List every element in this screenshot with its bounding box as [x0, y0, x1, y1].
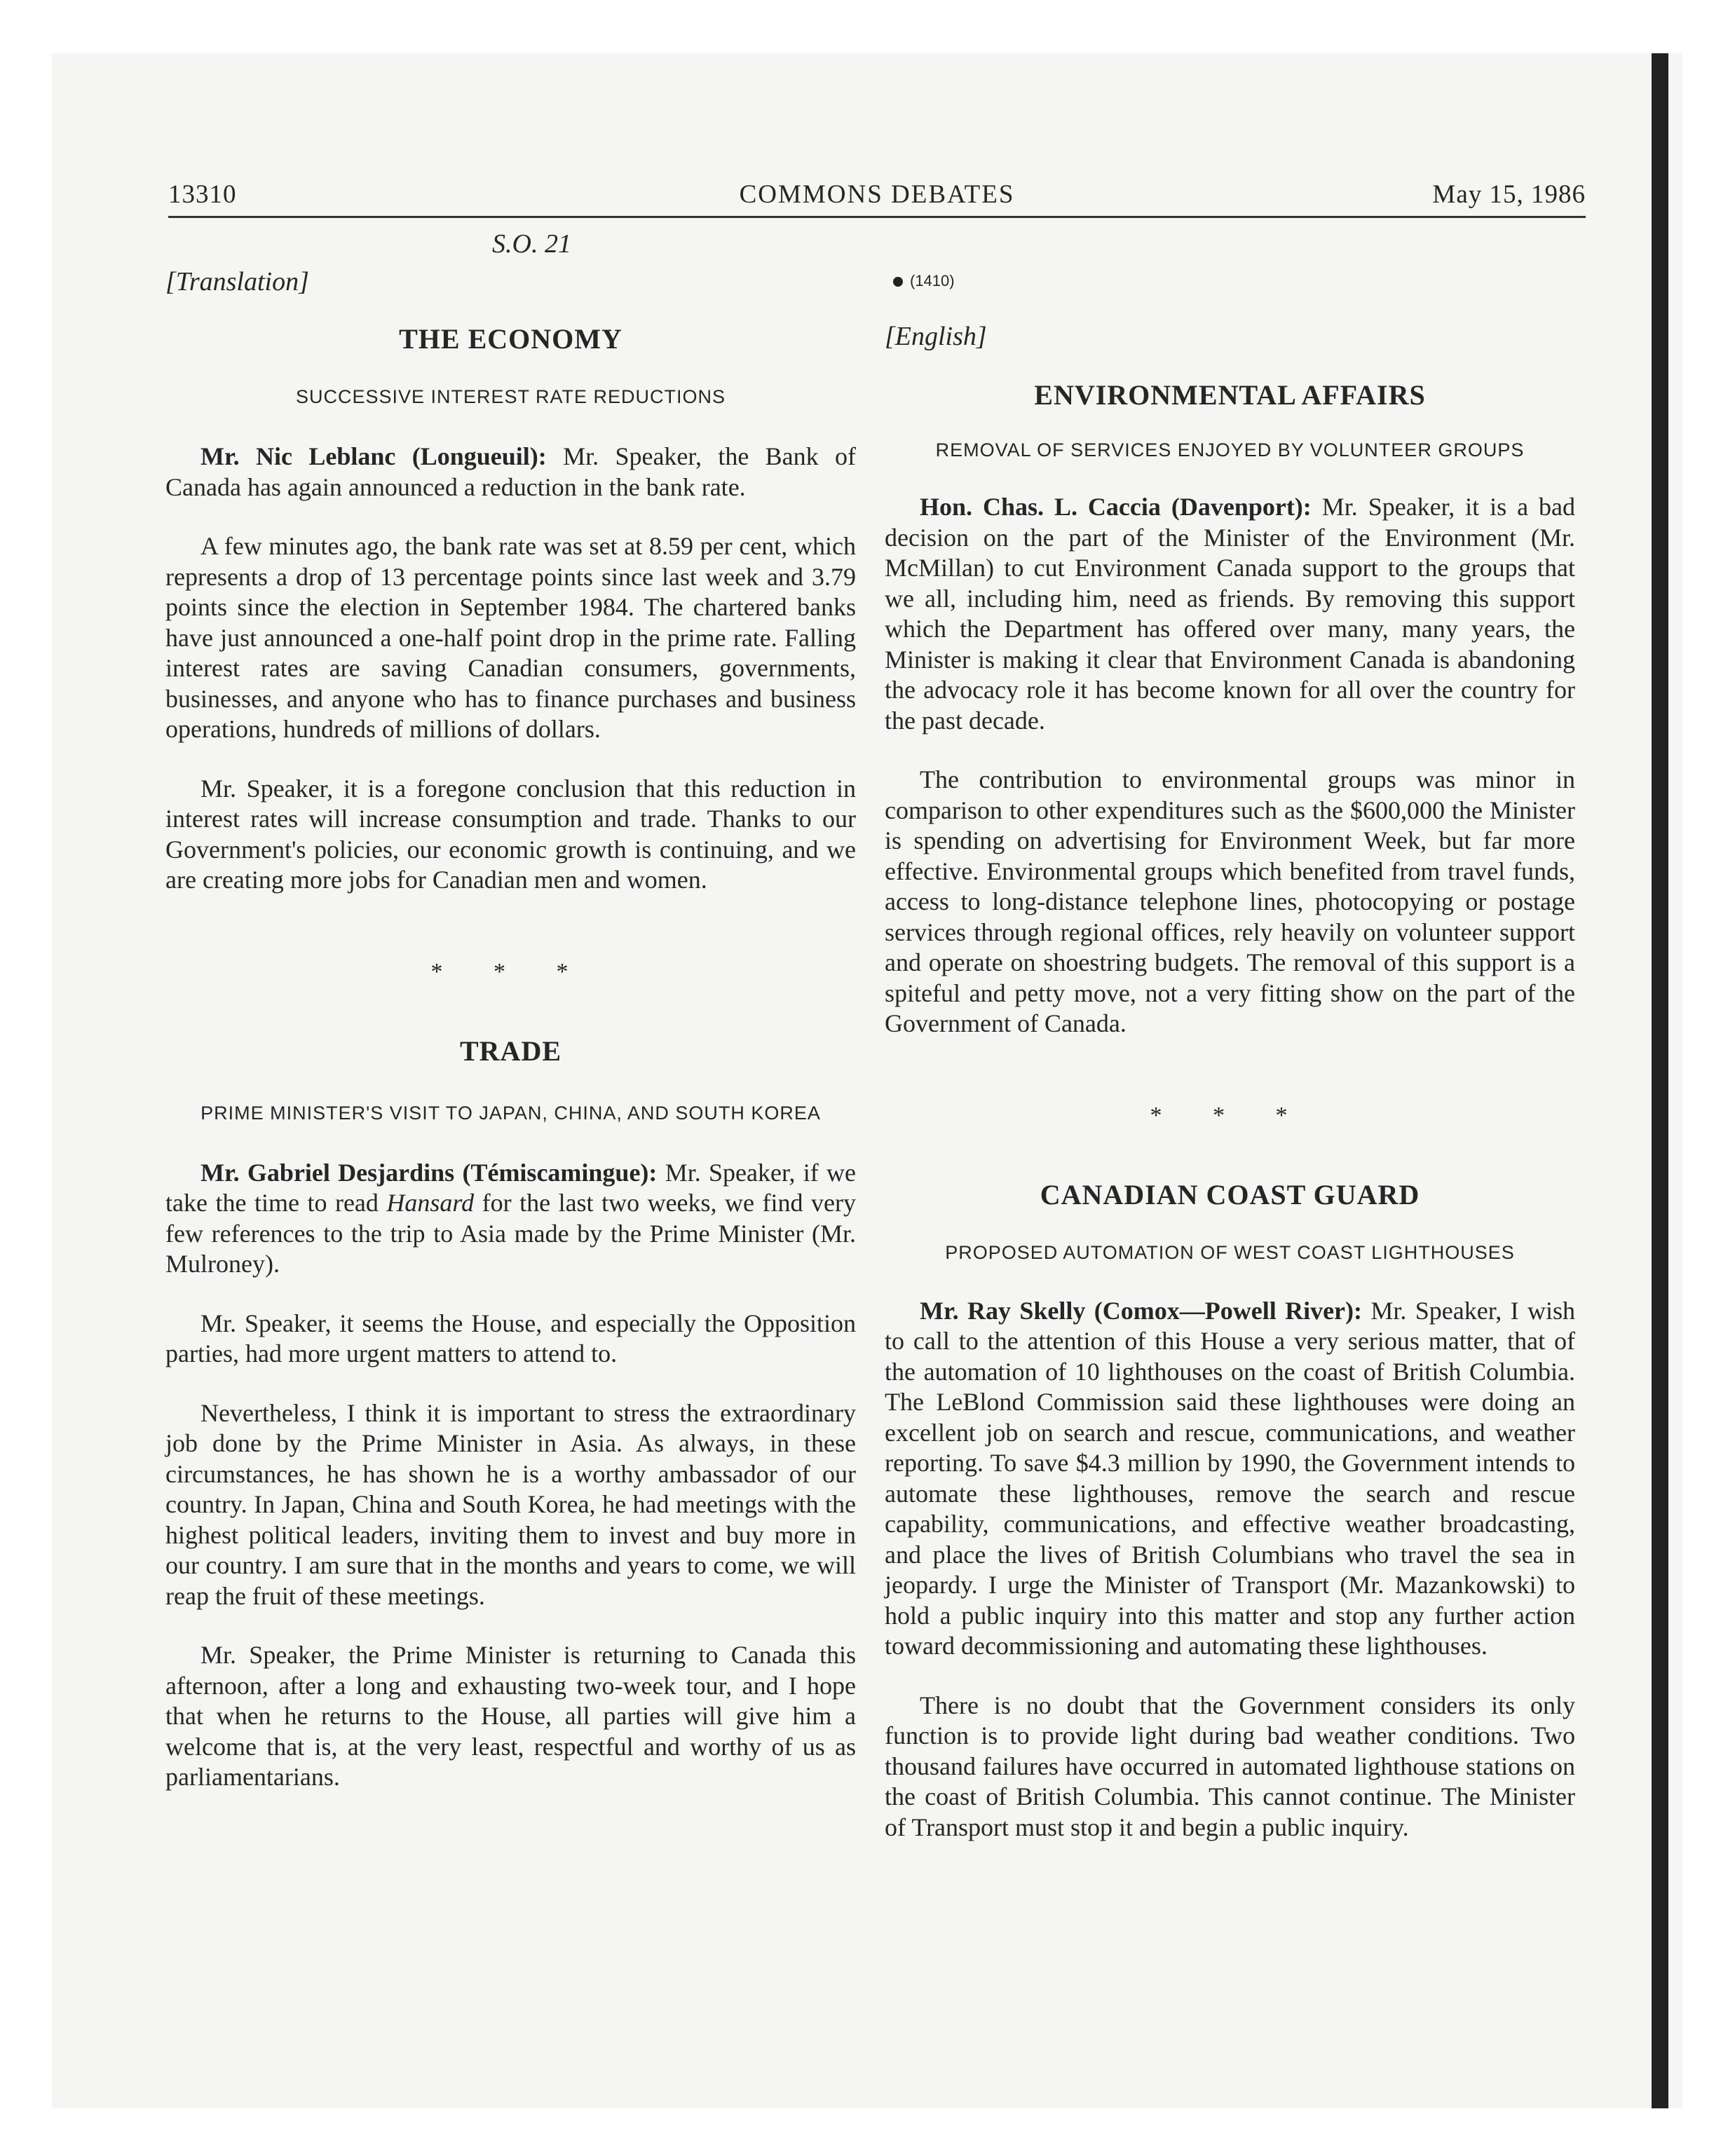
speaker-name: Hon. Chas. L. Caccia (Davenport): — [920, 493, 1312, 521]
section-subtitle-trade: PRIME MINISTER'S VISIT TO JAPAN, CHINA, AND SOUTH KOREA — [200, 1102, 821, 1124]
time-marker — [893, 272, 1575, 290]
paragraph-text: Mr. Speaker, if we take the time to read — [165, 1158, 857, 1217]
speaker-name: Mr. Ray Skelly (Comox—Powell River): — [920, 1296, 1363, 1325]
paragraph-environment-2: The contribution to environmental groups was minor in comparison to other expenditures such as the $600,000 the Minister is spending on advertising for Environment Week, but far more effective. Environmental groups which benefited from travel funds, access to long-distance telephone lines, photocopying or postage services through regional offices, rely heavily on volunteer support and operate on shoestring budgets. The removal of this support is a spiteful and petty move, not a very fitting show on the part of the Government of Canada. — [885, 765, 1575, 1037]
paragraph-trade-4: Mr. Speaker, the Prime Minister is returning to Canada this afternoon, after a long and exhausting two-week tour, and I hope that when he returns to the House, all parties will give him a welcome that is, at the very least, respectful and worthy of us as parliamentarians. — [165, 1641, 856, 1791]
paragraph-economy-1 — [165, 442, 856, 503]
section-subtitle-environment: REMOVAL OF SERVICES ENJOYED BY VOLUNTEER GROUPS — [935, 439, 1525, 460]
section-title-environment: ENVIRONMENTAL AFFAIRS — [1034, 379, 1426, 411]
language-tag-english: [English] — [885, 322, 987, 351]
paragraph-text: for the last two weeks, we find very few references to the trip to Asia made by the Prime Minister (Mr. Mulroney). — [165, 1189, 856, 1278]
paragraph-economy-3: Mr. Speaker, it is a foregone conclusion that this reduction in interest rates will increase consumption and trade. Thanks to our Government's policies, our economic growth is continuing, and we are creating more jobs for Canadian men and women. — [165, 774, 856, 894]
paragraph-text: Mr. Speaker, I wish to call to the attention of this House a very serious matter, that of the automation of 10 lighthouses on the coast of British Columbia. The LeBlond Commission said these lighthouses were doing an excellent job on search and rescue, communications, and weather reporting. To save $4.3 million by 1990, the Government intends to automate these lighthouses, remove the search and rescue capability, communications, and effective weather broadcasting, and place the lives of British Columbians who travel the sea in jeopardy. I urge the Minister of Transport (Mr. Mazankowski) to hold a public inquiry into this matter and stop any further action toward decommissioning and automating these lighthouses. — [885, 1296, 1575, 1660]
paragraph-text: Mr. Speaker, it is a bad decision on the part of the Minister of the Environment (Mr. McMillan) to cut Environment Canada support to the groups that we all, including him, need as friends. By removing this support which the Department has offered over many, many years, the Minister is making it clear that Environment Canada is abandoning the advocacy role it has become known for all over the country for the past decade. — [885, 493, 1575, 735]
section-title-economy: THE ECONOMY — [399, 323, 622, 355]
page-number: 13310 — [168, 180, 237, 209]
paragraph-economy-2: A few minutes ago, the bank rate was set at 8.59 per cent, which represents a drop of 13 percentage points since last week and 3.79 points since the election in September 1984. The chartered banks have just announced a one-half point drop in the prime rate. Falling interest rates are saving Canadian consumers, governments, businesses, and anyone who has to finance purchases and business operations, hundreds of millions of dollars. — [165, 532, 856, 743]
standing-order-label: S.O. 21 — [492, 229, 571, 259]
paragraph-text: Mr. Speaker, the Bank of Canada has again announced a reduction in the bank rate. — [165, 442, 856, 501]
paragraph-trade-1 — [165, 1158, 856, 1280]
paragraph-environment-1 — [885, 492, 1575, 736]
left-column — [165, 221, 856, 1793]
paragraph-coast-guard-2: There is no doubt that the Government considers its only function is to provide light during bad weather conditions. Two thousand failures have occurred in automated lighthouse stations on the coast of British Columbia. This cannot continue. The Minister of Transport must stop it and begin a public inquiry. — [885, 1691, 1575, 1841]
section-title-coast-guard: CANADIAN COAST GUARD — [1040, 1178, 1420, 1210]
paragraph-coast-guard-1 — [885, 1296, 1575, 1662]
hansard-italic: Hansard — [386, 1189, 475, 1217]
paragraph-trade-2: Mr. Speaker, it seems the House, and especially the Opposition parties, had more urgent matters to attend to. — [165, 1309, 856, 1367]
paragraph-trade-3: Nevertheless, I think it is important to stress the extraordinary job done by the Prime Minister in Asia. As always, in these circumstances, he has shown he is a worthy ambassador of our country. In Japan, China and South Korea, he had meetings with the highest political leaders, inviting them to invest and buy more in our country. I am sure that in the months and years to come, we will reap the fruit of these meetings. — [165, 1398, 856, 1610]
publication-title: COMMONS DEBATES — [739, 180, 1015, 209]
page-header — [168, 179, 1586, 218]
section-title-trade: TRADE — [459, 1035, 562, 1067]
publication-date: May 15, 1986 — [1432, 180, 1586, 209]
section-subtitle-economy: SUCCESSIVE INTEREST RATE REDUCTIONS — [295, 386, 726, 407]
section-subtitle-coast-guard: PROPOSED AUTOMATION OF WEST COAST LIGHTHOUSES — [945, 1241, 1515, 1263]
bullet-icon — [893, 277, 903, 287]
language-tag-translation: [Translation] — [165, 267, 309, 296]
speaker-name: Mr. Nic Leblanc (Longueuil): — [200, 442, 547, 470]
scan-edge-shadow — [1652, 53, 1668, 2108]
section-separator: * * * — [430, 958, 591, 985]
right-column — [885, 221, 1575, 1843]
time-marker-text: (1410) — [910, 272, 955, 289]
section-separator: * * * — [1150, 1102, 1310, 1128]
speaker-name: Mr. Gabriel Desjardins (Témiscamingue): — [200, 1158, 658, 1187]
